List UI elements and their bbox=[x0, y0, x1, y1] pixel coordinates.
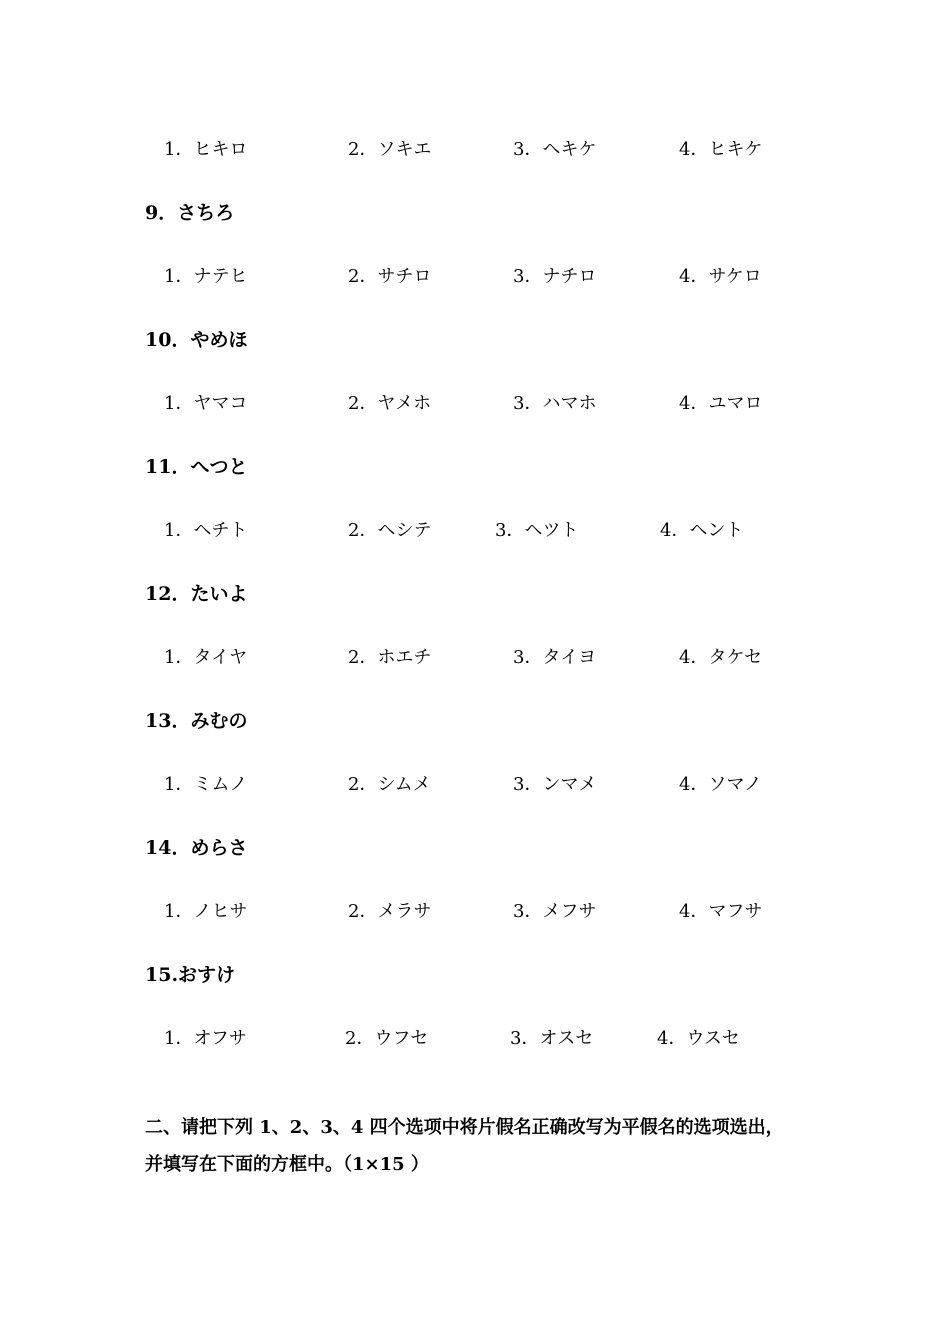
q15-option-4: 4．ウスセ bbox=[657, 1028, 740, 1049]
q14-option-2: 2．メラサ bbox=[348, 901, 432, 922]
q11-option-1: 1．ヘチト bbox=[164, 520, 248, 541]
section2-instruction-line2: 并填写在下面的方框中。（1×15 ） bbox=[145, 1154, 429, 1175]
q10-title: 10．やめほ bbox=[145, 329, 248, 351]
q14-title: 14．めらさ bbox=[145, 837, 248, 859]
q14-option-3: 3．メフサ bbox=[513, 901, 597, 922]
q8-option-4: 4．ヒキケ bbox=[679, 139, 763, 160]
q15-title: 15.おすけ bbox=[145, 964, 236, 986]
q8-option-3: 3．ヘキケ bbox=[513, 139, 597, 160]
q10-option-3: 3．ハマホ bbox=[513, 393, 597, 414]
q10-option-1: 1．ヤマコ bbox=[164, 393, 248, 414]
q14-option-4: 4．マフサ bbox=[679, 901, 763, 922]
q13-option-4: 4．ソマノ bbox=[679, 774, 762, 795]
q10-option-4: 4．ユマロ bbox=[679, 393, 763, 414]
q12-option-2: 2．ホエチ bbox=[348, 647, 432, 668]
q8-option-1: 1．ヒキロ bbox=[164, 139, 248, 160]
q15-option-2: 2．ウフセ bbox=[345, 1028, 429, 1049]
section2-instruction-line1: 二、请把下列 1、2、3、4 四个选项中将片假名正确改写为平假名的选项选出， bbox=[145, 1117, 784, 1138]
q12-option-4: 4．タケセ bbox=[679, 647, 763, 668]
q9-option-4: 4．サケロ bbox=[679, 266, 762, 287]
q10-option-2: 2．ヤメホ bbox=[348, 393, 432, 414]
q9-option-3: 3．ナチロ bbox=[513, 266, 597, 287]
q12-option-1: 1．タイヤ bbox=[164, 647, 248, 668]
q12-option-3: 3．タイヨ bbox=[513, 647, 597, 668]
q13-option-3: 3．ンマメ bbox=[513, 774, 597, 795]
q15-option-1: 1．オフサ bbox=[164, 1028, 247, 1049]
q9-title: 9．さちろ bbox=[145, 202, 235, 224]
q11-option-3: 3．ヘツト bbox=[495, 520, 579, 541]
q13-option-2: 2．シムメ bbox=[348, 774, 431, 795]
q12-title: 12．たいよ bbox=[145, 583, 248, 605]
q11-option-4: 4．ヘント bbox=[660, 520, 744, 541]
q14-option-1: 1．ノヒサ bbox=[164, 901, 248, 922]
q15-option-3: 3．オスセ bbox=[510, 1028, 594, 1049]
q8-option-2: 2．ソキエ bbox=[348, 139, 432, 160]
q13-title: 13．みむの bbox=[145, 710, 248, 732]
q9-option-2: 2．サチロ bbox=[348, 266, 432, 287]
q11-title: 11．へつと bbox=[145, 456, 248, 478]
q11-option-2: 2．ヘシテ bbox=[348, 520, 432, 541]
q13-option-1: 1．ミムノ bbox=[164, 774, 248, 795]
q9-option-1: 1．ナテヒ bbox=[164, 266, 248, 287]
